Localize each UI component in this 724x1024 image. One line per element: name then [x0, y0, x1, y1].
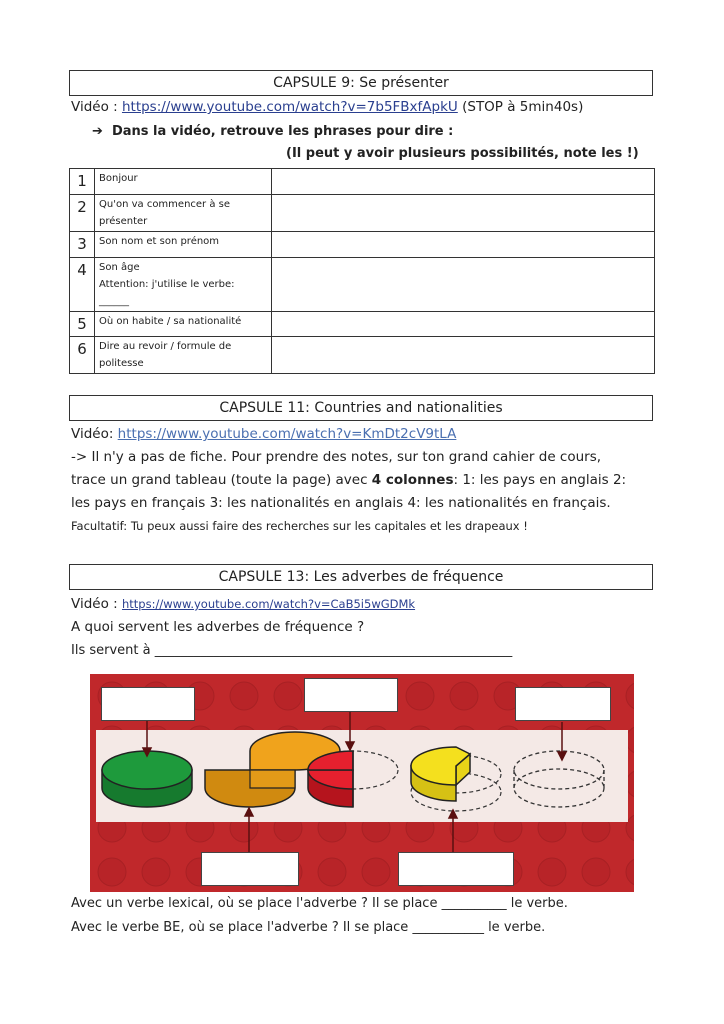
row-prompt	[95, 258, 272, 312]
lexical-verb-question: Avec un verbe lexical, où se place l'adverbe ? Il se place __________ le verbe.	[71, 896, 568, 911]
answer-cell[interactable]	[272, 195, 655, 232]
row-number: 6	[70, 337, 95, 374]
capsule13-question: A quoi servent les adverbes de fréquence ?	[71, 619, 365, 635]
row-prompt	[95, 312, 272, 337]
prompt-line: Qu'on va commencer à se	[99, 199, 231, 210]
pie-always	[102, 751, 192, 807]
answer-cell[interactable]	[272, 169, 655, 195]
label-box-3[interactable]	[515, 687, 611, 721]
answer-cell[interactable]	[272, 258, 655, 312]
table-row	[70, 195, 655, 232]
table-row	[70, 232, 655, 258]
row-number: 5	[70, 312, 95, 337]
text-part: : 1: les pays en anglais 2:	[453, 472, 627, 488]
instruction-text: Dans la vidéo, retrouve les phrases pour dire :	[111, 124, 454, 139]
capsule11-text-line2	[71, 472, 626, 488]
answer-cell[interactable]	[272, 337, 655, 374]
prompt-line: politesse	[99, 358, 144, 369]
row-prompt	[95, 169, 272, 195]
capsule13-video-line	[71, 596, 415, 612]
capsule9-table	[69, 168, 655, 374]
label-box-1[interactable]	[101, 687, 195, 721]
capsule11-title: CAPSULE 11: Countries and nationalities	[69, 395, 653, 421]
capsule11-text-line1: -> Il n'y a pas de fiche. Pour prendre des notes, sur ton grand cahier de cours,	[71, 449, 602, 465]
video-stop-note: (STOP à 5min40s)	[457, 99, 584, 115]
capsule13-video-link[interactable]: https://www.youtube.com/watch?v=CaB5i5wGDMk	[121, 597, 416, 611]
capsule9-note: (Il peut y avoir plusieurs possibilités, note les !)	[286, 146, 639, 161]
capsule11-video-link[interactable]: https://www.youtube.com/watch?v=KmDt2cV9tLA	[117, 426, 457, 442]
label-box-2[interactable]	[304, 678, 398, 712]
label-box-5[interactable]	[398, 852, 514, 886]
row-prompt	[95, 232, 272, 258]
table-row	[70, 337, 655, 374]
arrow-icon: ➔	[92, 124, 103, 139]
prompt-line: ______	[99, 296, 129, 307]
capsule9-title: CAPSULE 9: Se présenter	[69, 70, 653, 96]
capsule9-video-link[interactable]: https://www.youtube.com/watch?v=7b5FBxfApkU	[121, 99, 458, 115]
video-label: Vidéo:	[71, 426, 118, 442]
columns-emphasis: 4 colonnes	[371, 472, 454, 488]
video-label: Vidéo :	[71, 596, 122, 612]
row-number: 2	[70, 195, 95, 232]
prompt-line: Où on habite / sa nationalité	[99, 316, 242, 327]
capsule13-title: CAPSULE 13: Les adverbes de fréquence	[69, 564, 653, 590]
prompt-line: présenter	[99, 216, 148, 227]
capsule13-answer-line[interactable]: Ils servent à _______________________________________________________	[71, 643, 513, 658]
capsule11-optional: Facultatif: Tu peux aussi faire des recherches sur les capitales et les drapeaux !	[71, 519, 528, 533]
capsule11-video-line	[71, 426, 456, 442]
table-row	[70, 169, 655, 195]
capsule9-video-line	[71, 99, 583, 115]
text-part: trace un grand tableau (toute la page) avec	[71, 472, 372, 488]
row-number: 4	[70, 258, 95, 312]
row-number: 1	[70, 169, 95, 195]
prompt-line: Bonjour	[99, 173, 138, 184]
prompt-line: Son nom et son prénom	[99, 236, 220, 247]
prompt-line: Dire au revoir / formule de	[99, 341, 232, 352]
be-verb-question: Avec le verbe BE, où se place l'adverbe ? Il se place ___________ le verbe.	[71, 920, 546, 935]
prompt-line: Son âge	[99, 262, 140, 273]
capsule11-text-line3: les pays en français 3: les nationalités en anglais 4: les nationalités en français.	[71, 495, 611, 511]
row-number: 3	[70, 232, 95, 258]
table-row	[70, 258, 655, 312]
video-label: Vidéo :	[71, 99, 122, 115]
answer-cell[interactable]	[272, 232, 655, 258]
prompt-line: Attention: j'utilise le verbe:	[99, 279, 235, 290]
table-row	[70, 312, 655, 337]
answer-cell[interactable]	[272, 312, 655, 337]
frequency-pies-figure	[90, 674, 634, 892]
label-box-4[interactable]	[201, 852, 299, 886]
capsule9-instruction	[92, 124, 453, 139]
row-prompt	[95, 337, 272, 374]
row-prompt	[95, 195, 272, 232]
